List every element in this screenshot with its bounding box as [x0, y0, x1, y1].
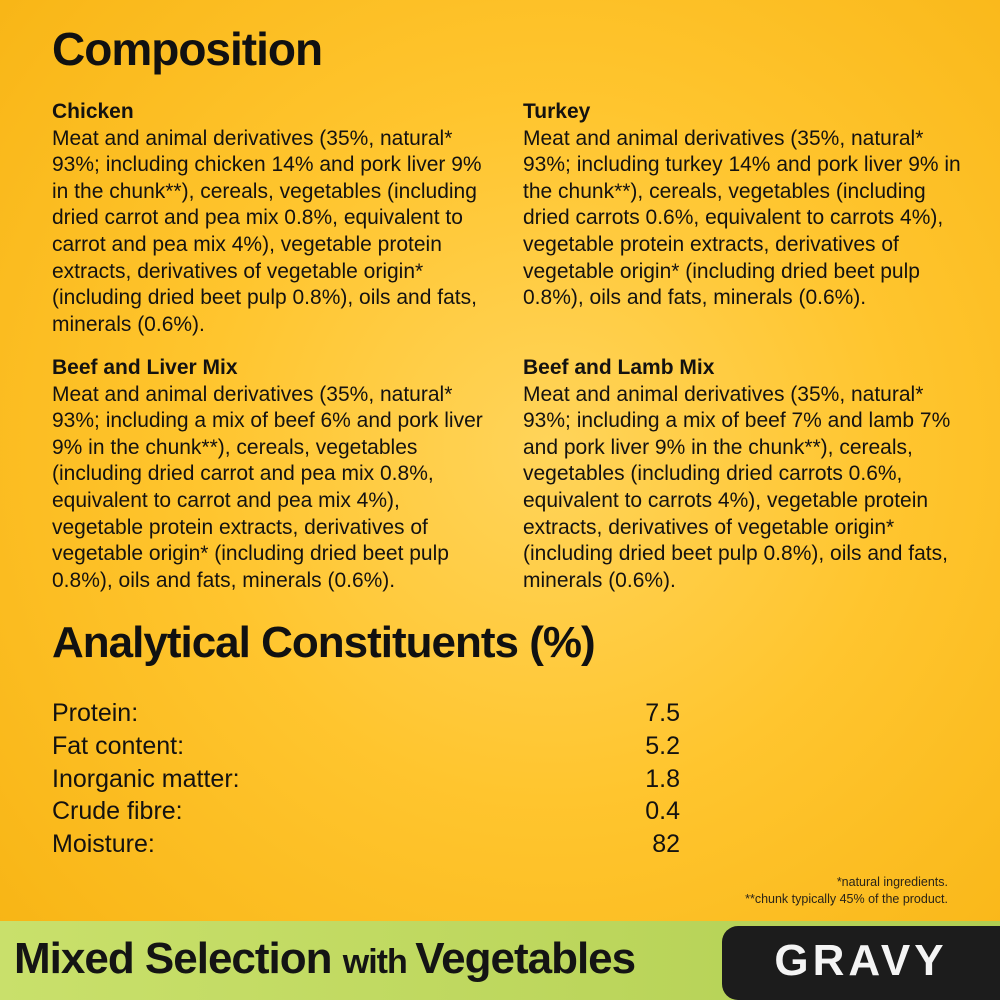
selection-title-part1: Mixed Selection	[14, 934, 343, 983]
variant-name: Beef and Liver Mix	[52, 356, 238, 379]
variant-ingredients: Meat and animal derivatives (35%, natural* 93%; including a mix of beef 6% and pork liver 9% in the chunk**), cereals, vegetables (including dried carrot and pea mix 0.8%, equivalent to carrot and pea mix 4%), vegetable protein extracts, derivatives of vegetable origin* (including dried beet pulp 0.8%), oils and fats, minerals (0.6%).	[52, 382, 483, 592]
constituent-row-fat	[52, 730, 680, 763]
selection-title	[14, 934, 635, 984]
composition-block-beef-lamb	[523, 355, 963, 594]
composition-block-beef-liver	[52, 355, 492, 594]
selection-title-with: with	[342, 943, 416, 981]
footnote-chunk: **chunk typically 45% of the product.	[745, 892, 948, 906]
constituent-row-moisture	[52, 828, 680, 861]
constituent-row-fibre	[52, 795, 680, 828]
composition-block-chicken	[52, 99, 492, 338]
variant-name: Beef and Lamb Mix	[523, 356, 715, 379]
analytical-title: Analytical Constituents (%)	[52, 618, 595, 667]
composition-block-turkey	[523, 99, 963, 312]
variant-ingredients: Meat and animal derivatives (35%, natural* 93%; including chicken 14% and pork liver 9% in the chunk**), cereals, vegetables (including dried carrot and pea mix 0.8%, equivalent to carrot and pea mix 4%), vegetable protein extracts, derivatives of vegetable origin* (including dried beet pulp 0.8%), oils and fats, minerals (0.6%).	[52, 126, 482, 336]
constituents-table	[52, 697, 680, 861]
constituent-value: 5.2	[645, 731, 680, 760]
constituent-label: Moisture:	[52, 830, 155, 859]
variant-name: Chicken	[52, 100, 134, 123]
variant-name: Turkey	[523, 100, 591, 123]
constituent-value: 0.4	[645, 797, 680, 826]
composition-title: Composition	[52, 23, 323, 75]
constituent-label: Protein:	[52, 699, 139, 727]
constituent-row-inorganic	[52, 763, 680, 796]
gravy-label: GRAVY	[774, 936, 948, 985]
constituent-label: Inorganic matter:	[52, 764, 240, 793]
constituent-value: 1.8	[645, 764, 680, 793]
constituent-label: Fat content:	[52, 731, 185, 760]
footnote-natural: *natural ingredients.	[836, 875, 948, 889]
constituent-value: 82	[652, 830, 680, 859]
variant-ingredients: Meat and animal derivatives (35%, natural* 93%; including a mix of beef 7% and lamb 7% and pork liver 9% in the chunk**), cereals, vegetables (including dried carrots 0.6%, equivalent to carrots 4%), vegetable protein extracts, derivatives of vegetable origin* (including dried beet pulp 0.8%), oils and fats, minerals (0.6%).	[523, 382, 951, 592]
constituent-row-protein	[52, 697, 680, 730]
constituent-label: Crude fibre:	[52, 797, 183, 826]
gravy-badge	[722, 926, 1000, 1000]
variant-ingredients: Meat and animal derivatives (35%, natural* 93%; including turkey 14% and pork liver 9% in the chunk**), cereals, vegetables (including dried carrots 0.6%, equivalent to carrots 4%), vegetable protein extracts, derivatives of vegetable origin* (including dried beet pulp 0.8%), oils and fats, minerals (0.6%).	[523, 126, 961, 310]
constituent-value: 7.5	[645, 699, 680, 727]
selection-title-part3: Vegetables	[415, 934, 636, 983]
footnotes	[745, 874, 948, 908]
